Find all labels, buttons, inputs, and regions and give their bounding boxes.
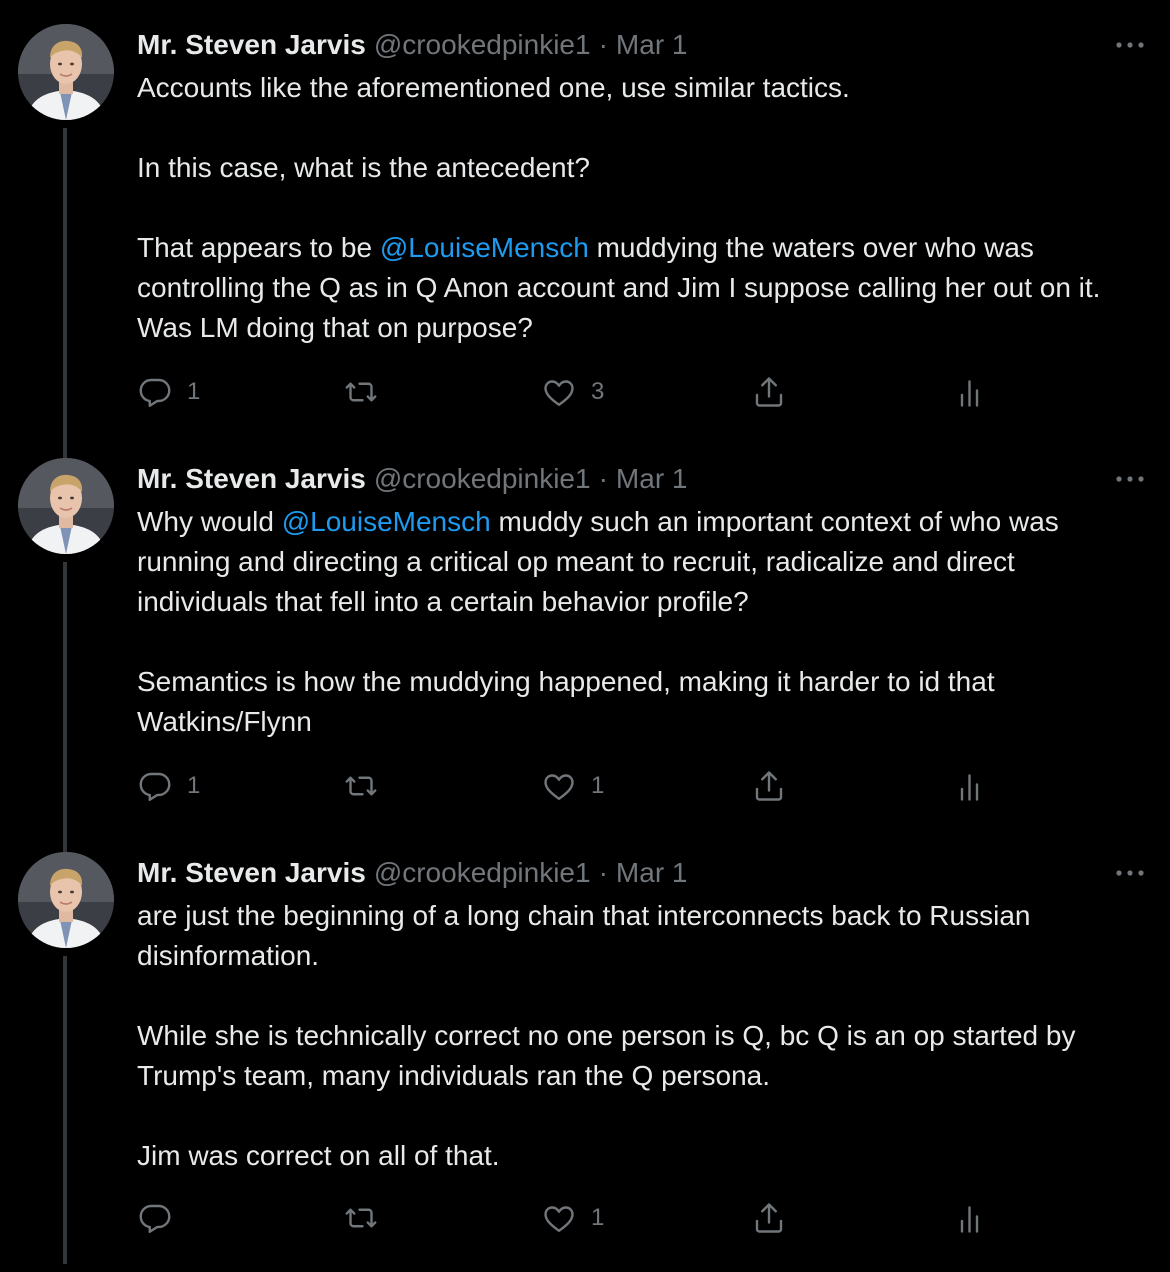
tweet-content [137, 856, 1147, 1176]
avatar[interactable] [18, 24, 114, 120]
reply-count: 1 [187, 772, 201, 799]
paragraph: While she is technically correct no one person is Q, bc Q is an op started by Trump's team, many individuals ran the Q persona. [137, 1020, 1076, 1091]
paragraph: Semantics is how the muddying happened, making it harder to id that Watkins/Flynn [137, 666, 995, 737]
text-segment: That appears to be [137, 232, 380, 263]
retweet-button[interactable] [343, 766, 393, 806]
like-count: 1 [591, 772, 605, 799]
retweet-icon [343, 374, 379, 410]
retweet-icon [343, 1200, 379, 1236]
tweet-header [137, 856, 1147, 890]
tweet-content [137, 28, 1147, 348]
reply-icon [137, 768, 173, 804]
tweet-content [137, 462, 1147, 742]
reply-button[interactable] [137, 372, 200, 412]
tweet-date[interactable]: Mar 1 [615, 463, 688, 494]
thread-connector-line [63, 956, 67, 1264]
paragraph: Jim was correct on all of that. [137, 1140, 500, 1171]
paragraph: Accounts like the aforementioned one, use similar tactics. [137, 72, 850, 103]
tweet-actions [137, 1198, 997, 1238]
analytics-button[interactable] [953, 1198, 989, 1238]
tweet-header [137, 28, 1147, 62]
text-segment: muddying the waters over who was controlling the Q as in Q Anon account and Jim I suppose calling her out on it. Was LM doing that on purpose? [137, 232, 1101, 343]
heart-icon [541, 374, 577, 410]
tweet-date[interactable]: Mar 1 [615, 29, 688, 60]
separator: · [598, 29, 608, 60]
reply-icon [137, 374, 173, 410]
paragraph: are just the beginning of a long chain that interconnects back to Russian disinformation. [137, 900, 1031, 971]
analytics-button[interactable] [953, 372, 989, 412]
retweet-icon [343, 768, 379, 804]
analytics-button[interactable] [953, 766, 989, 806]
heart-icon [541, 768, 577, 804]
tweet-text [137, 68, 1147, 348]
thread-connector-line [63, 128, 67, 458]
share-icon [751, 374, 787, 410]
mention-link[interactable]: @LouiseMensch [379, 232, 589, 263]
text-segment: Why would [137, 506, 282, 537]
tweet[interactable] [0, 434, 1170, 828]
avatar[interactable] [18, 458, 114, 554]
like-button[interactable] [541, 372, 604, 412]
analytics-icon [953, 768, 989, 804]
paragraph [137, 502, 1147, 622]
retweet-button[interactable] [343, 372, 393, 412]
reply-button[interactable] [137, 1198, 187, 1238]
tweet[interactable] [0, 828, 1170, 1272]
reply-count: 1 [187, 378, 201, 405]
reply-icon [137, 1200, 173, 1236]
mention-link[interactable]: @LouiseMensch [281, 506, 491, 537]
like-count: 1 [591, 1204, 605, 1231]
separator: · [598, 857, 608, 888]
share-icon [751, 768, 787, 804]
user-handle[interactable]: @crookedpinkie1 [373, 463, 591, 494]
share-icon [751, 1200, 787, 1236]
share-button[interactable] [751, 372, 787, 412]
tweet-actions [137, 372, 997, 412]
tweet-header [137, 462, 1147, 496]
user-handle[interactable]: @crookedpinkie1 [373, 29, 591, 60]
heart-icon [541, 1200, 577, 1236]
text-segment: muddy such an important context of who was running and directing a critical op meant to recruit, radicalize and direct individuals that fell into a certain behavior profile? [137, 506, 1059, 617]
tweet-date[interactable]: Mar 1 [615, 857, 688, 888]
retweet-button[interactable] [343, 1198, 393, 1238]
analytics-icon [953, 1200, 989, 1236]
tweet-text [137, 896, 1147, 1176]
paragraph [137, 228, 1147, 348]
tweet-actions [137, 766, 997, 806]
avatar[interactable] [18, 852, 114, 948]
tweet-text [137, 502, 1147, 742]
like-button[interactable] [541, 1198, 604, 1238]
display-name[interactable]: Mr. Steven Jarvis [137, 29, 366, 60]
thread-connector-line [63, 562, 67, 852]
reply-button[interactable] [137, 766, 200, 806]
tweet[interactable] [0, 0, 1170, 434]
paragraph: In this case, what is the antecedent? [137, 152, 590, 183]
like-count: 3 [591, 378, 605, 405]
display-name[interactable]: Mr. Steven Jarvis [137, 857, 366, 888]
analytics-icon [953, 374, 989, 410]
user-handle[interactable]: @crookedpinkie1 [373, 857, 591, 888]
like-button[interactable] [541, 766, 604, 806]
share-button[interactable] [751, 1198, 787, 1238]
display-name[interactable]: Mr. Steven Jarvis [137, 463, 366, 494]
share-button[interactable] [751, 766, 787, 806]
separator: · [598, 463, 608, 494]
